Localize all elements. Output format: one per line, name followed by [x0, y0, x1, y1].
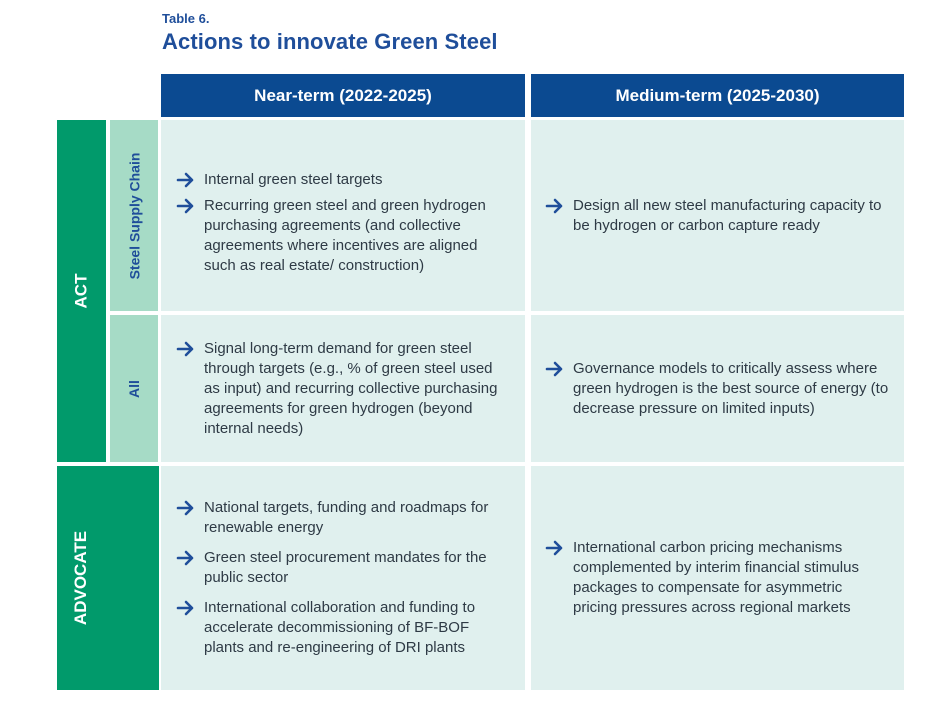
subgroup-label-steel-supply-chain: Steel Supply Chain [110, 120, 158, 311]
group-label-act: ACT [57, 120, 106, 462]
list-item: International collaboration and funding to accelerate decommissioning of BF-BOF plants and re-engineering of DRI plants [176, 598, 509, 658]
cell-advocate-near-term [161, 466, 525, 690]
list-item: Green steel procurement mandates for the public sector [176, 548, 509, 588]
cell-supply-chain-near-term [161, 120, 525, 311]
arrow-right-icon [176, 598, 204, 618]
table-caption: Table 6. [162, 11, 210, 26]
subgroup-label-all: All [110, 315, 158, 462]
column-header-near-term: Near-term (2022-2025) [161, 74, 525, 117]
arrow-right-icon [545, 359, 573, 379]
arrow-right-icon [176, 498, 204, 518]
cell-all-near-term [161, 315, 525, 462]
group-fill-advocate [106, 466, 159, 690]
arrow-right-icon [176, 339, 204, 359]
list-item: Governance models to critically assess where green hydrogen is the best source of energy (to decrease pressure on limited inputs) [545, 359, 890, 419]
list-item: Signal long-term demand for green steel through targets (e.g., % of green steel used as input) and recurring collective purchasing agreements for green hydrogen (beyond internal needs) [176, 339, 509, 439]
list-item: National targets, funding and roadmaps for renewable energy [176, 498, 509, 538]
arrow-right-icon [545, 538, 573, 558]
column-header-medium-term: Medium-term (2025-2030) [531, 74, 904, 117]
cell-supply-chain-medium-term [531, 120, 904, 311]
cell-advocate-medium-term [531, 466, 904, 690]
arrow-right-icon [176, 170, 204, 190]
list-item: Internal green steel targets [176, 170, 509, 190]
cell-all-medium-term [531, 315, 904, 462]
group-label-advocate: ADVOCATE [57, 466, 106, 690]
list-item: Design all new steel manufacturing capacity to be hydrogen or carbon capture ready [545, 196, 890, 236]
arrow-right-icon [176, 548, 204, 568]
table-title: Actions to innovate Green Steel [162, 29, 498, 54]
list-item: Recurring green steel and green hydrogen purchasing agreements (and collective agreements where incentives are aligned such as real estate/ construction) [176, 196, 509, 276]
arrow-right-icon [176, 196, 204, 216]
list-item: International carbon pricing mechanisms complemented by interim financial stimulus packages to compensate for asymmetric pricing pressures across regional markets [545, 538, 890, 618]
arrow-right-icon [545, 196, 573, 216]
